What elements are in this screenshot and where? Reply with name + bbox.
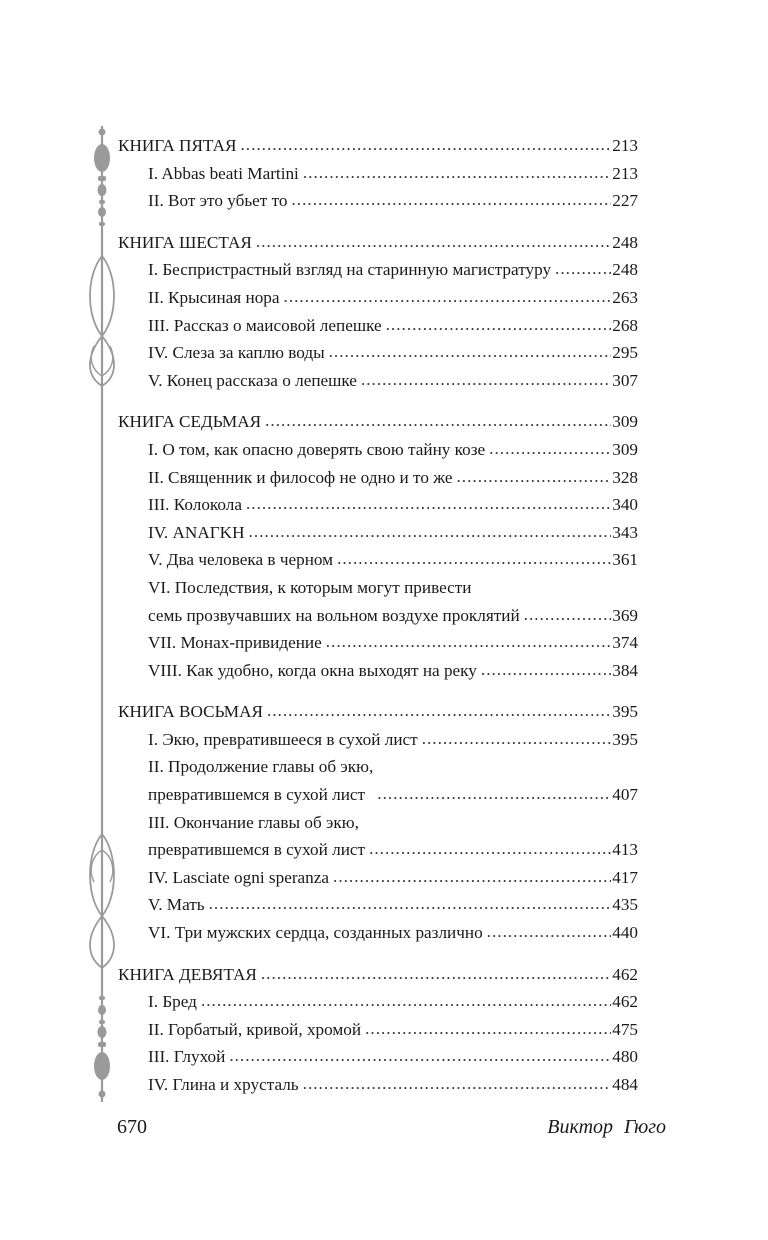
running-author: Виктор Гюго	[547, 1116, 666, 1138]
book-section	[118, 698, 638, 946]
leader-dots	[240, 131, 611, 159]
book-heading	[118, 408, 638, 436]
chapter-title-line: VI. Три мужских сердца, созданных различно	[148, 923, 483, 943]
chapter-title	[148, 284, 280, 312]
chapter-title	[148, 1016, 361, 1044]
chapter-entry	[118, 988, 638, 1016]
leader-dots	[422, 725, 612, 753]
chapter-title-line: IV. Lasciate ogni speranza	[148, 867, 330, 887]
chapter-entry	[118, 1043, 638, 1071]
chapter-entry	[118, 574, 638, 629]
chapter-entry	[118, 464, 638, 492]
leader-dots	[369, 835, 611, 863]
chapter-title	[148, 519, 245, 547]
table-of-contents	[118, 132, 638, 1113]
chapter-title-line: VII. Монах-привидение	[148, 633, 322, 653]
leader-dots	[303, 159, 611, 187]
chapter-page-number: 384	[612, 660, 638, 680]
book-page-number: 462	[612, 964, 638, 984]
chapter-title-line: V. Мать	[148, 895, 205, 915]
chapter-title	[148, 187, 288, 215]
chapter-entry	[118, 657, 638, 685]
chapter-title	[148, 436, 485, 464]
leader-dots	[365, 1015, 611, 1043]
chapter-entry	[118, 753, 638, 808]
chapter-page-number: 413	[612, 840, 638, 860]
chapter-page-number: 480	[612, 1047, 638, 1067]
chapter-title-line: II. Крысиная нора	[148, 287, 280, 307]
book-page-number: 213	[612, 136, 638, 155]
chapter-entry	[118, 436, 638, 464]
book-heading	[118, 698, 638, 726]
leader-dots	[292, 186, 612, 214]
chapter-title	[148, 312, 382, 340]
chapter-title-line: I. Экю, превратившееся в сухой лист	[148, 729, 418, 749]
leader-dots	[265, 407, 611, 435]
chapter-entry	[118, 864, 638, 892]
book-page-number: 248	[612, 232, 638, 252]
leader-dots	[361, 366, 611, 394]
leader-dots	[457, 463, 612, 491]
chapter-entry	[118, 160, 638, 188]
leader-dots	[487, 918, 612, 946]
chapter-title	[148, 753, 373, 808]
chapter-title-line: V. Конец рассказа о лепешке	[148, 370, 357, 390]
chapter-entry	[118, 629, 638, 657]
chapter-page-number: 268	[612, 315, 638, 335]
leader-dots	[555, 255, 611, 283]
leader-dots	[303, 1070, 612, 1098]
chapter-title	[148, 988, 197, 1016]
chapter-title	[148, 891, 205, 919]
book-heading	[118, 229, 638, 257]
decorative-vertical-ornament-icon	[84, 126, 120, 1102]
chapter-title	[148, 574, 520, 629]
chapter-title-line: II. Вот это убьет то	[148, 191, 288, 211]
chapter-title	[148, 256, 551, 284]
chapter-page-number: 435	[612, 895, 638, 915]
chapter-title-line: IV. ΑΝΑΓΚΗ	[148, 522, 245, 542]
chapter-title	[148, 726, 418, 754]
leader-dots	[246, 490, 611, 518]
leader-dots	[337, 545, 611, 573]
leader-dots	[481, 656, 611, 684]
chapter-title-line: семь прозвучавших на вольном воздухе проклятий	[148, 605, 520, 625]
chapter-title	[148, 809, 365, 864]
chapter-title	[148, 491, 242, 519]
chapter-page-number: 374	[612, 633, 638, 653]
book-title: КНИГА СЕДЬМАЯ	[118, 412, 262, 432]
chapter-title	[148, 864, 329, 892]
chapter-page-number: 343	[612, 522, 638, 542]
chapter-title	[148, 629, 322, 657]
leader-dots	[386, 311, 612, 339]
chapter-entry	[118, 519, 638, 547]
chapter-page-number: 328	[612, 467, 638, 487]
chapter-title	[148, 1071, 299, 1099]
chapter-title	[148, 1043, 225, 1071]
book-page-number: 395	[612, 702, 638, 722]
chapter-page-number: 361	[612, 550, 638, 570]
leader-dots	[326, 628, 611, 656]
chapter-page-number: 395	[612, 729, 638, 749]
chapter-entry	[118, 491, 638, 519]
chapter-title-line: VIII. Как удобно, когда окна выходят на реку	[148, 660, 477, 680]
chapter-entry	[118, 809, 638, 864]
chapter-title-line: IV. Слеза за каплю воды	[148, 343, 325, 363]
chapter-entry	[118, 187, 638, 215]
leader-dots	[261, 960, 611, 988]
leader-dots	[377, 780, 611, 808]
book-title: КНИГА ДЕВЯТАЯ	[118, 964, 257, 984]
chapter-page-number: 462	[612, 992, 638, 1012]
leader-dots	[284, 283, 612, 311]
chapter-page-number: 484	[612, 1075, 638, 1094]
chapter-title	[148, 367, 357, 395]
chapter-page-number: 475	[612, 1019, 638, 1039]
chapter-title	[148, 919, 483, 947]
chapter-title-line: II. Священник и философ не одно и то же	[148, 467, 453, 487]
chapter-title-line: I. О том, как опасно доверять свою тайну козе	[148, 439, 486, 459]
book-heading	[118, 961, 638, 989]
chapter-page-number: 227	[612, 191, 638, 211]
chapter-page-number: 307	[612, 370, 638, 390]
chapter-page-number: 213	[612, 163, 638, 183]
book-section	[118, 132, 638, 215]
book-title: КНИГА ПЯТАЯ	[118, 136, 237, 155]
chapter-entry	[118, 726, 638, 754]
chapter-page-number: 369	[612, 605, 638, 625]
chapter-page-number: 295	[612, 343, 638, 363]
chapter-title	[148, 464, 453, 492]
chapter-page-number: 248	[612, 260, 638, 280]
leader-dots	[209, 890, 612, 918]
chapter-title-line: II. Продолжение главы об экю,	[148, 757, 374, 777]
chapter-title-line: превратившемся в сухой лист	[148, 785, 366, 805]
chapter-title	[148, 546, 333, 574]
chapter-entry	[118, 367, 638, 395]
chapter-page-number: 407	[612, 785, 638, 805]
leader-dots	[249, 518, 612, 546]
chapter-title-line: III. Колокола	[148, 495, 242, 515]
chapter-title-line: V. Два человека в черном	[148, 550, 334, 570]
chapter-entry	[118, 1016, 638, 1044]
leader-dots	[229, 1042, 611, 1070]
chapter-title-line: IV. Глина и хрусталь	[148, 1075, 299, 1094]
book-section	[118, 229, 638, 395]
leader-dots	[524, 601, 612, 629]
leader-dots	[333, 863, 611, 891]
chapter-page-number: 417	[612, 867, 638, 887]
chapter-title	[148, 657, 477, 685]
book-section	[118, 408, 638, 684]
chapter-title-line: III. Рассказ о маисовой лепешке	[148, 315, 382, 335]
chapter-entry	[118, 284, 638, 312]
chapter-title-line: VI. Последствия, к которым могут привести	[148, 577, 472, 597]
chapter-entry	[118, 919, 638, 947]
book-page-number: 309	[612, 412, 638, 432]
page-number: 670	[117, 1116, 147, 1138]
chapter-title-line: II. Горбатый, кривой, хромой	[148, 1019, 362, 1039]
chapter-page-number: 440	[612, 923, 638, 943]
chapter-title-line: превратившемся в сухой лист	[148, 840, 366, 860]
chapter-title-line: I. Abbas beati Martini	[148, 163, 299, 183]
book-title: КНИГА ШЕСТАЯ	[118, 232, 252, 252]
chapter-title	[148, 160, 299, 188]
chapter-title-line: III. Окончание главы об экю,	[148, 812, 359, 832]
chapter-title-line: I. Беспристрастный взгляд на старинную магистратуру	[148, 260, 552, 280]
chapter-entry	[118, 256, 638, 284]
book-section	[118, 961, 638, 1099]
chapter-entry	[118, 312, 638, 340]
leader-dots	[201, 987, 611, 1015]
chapter-title	[148, 339, 325, 367]
chapter-title-line: I. Бред	[148, 992, 197, 1012]
chapter-page-number: 309	[612, 439, 638, 459]
chapter-entry	[118, 339, 638, 367]
leader-dots	[256, 228, 611, 256]
chapter-entry	[118, 546, 638, 574]
leader-dots	[489, 435, 611, 463]
chapter-entry	[118, 891, 638, 919]
leader-dots	[329, 338, 612, 366]
chapter-entry	[118, 1071, 638, 1099]
chapter-page-number: 340	[612, 495, 638, 515]
leader-dots	[267, 697, 611, 725]
book-title: КНИГА ВОСЬМАЯ	[118, 702, 263, 722]
chapter-page-number: 263	[612, 287, 638, 307]
chapter-title-line: III. Глухой	[148, 1047, 226, 1067]
book-heading	[118, 132, 638, 160]
